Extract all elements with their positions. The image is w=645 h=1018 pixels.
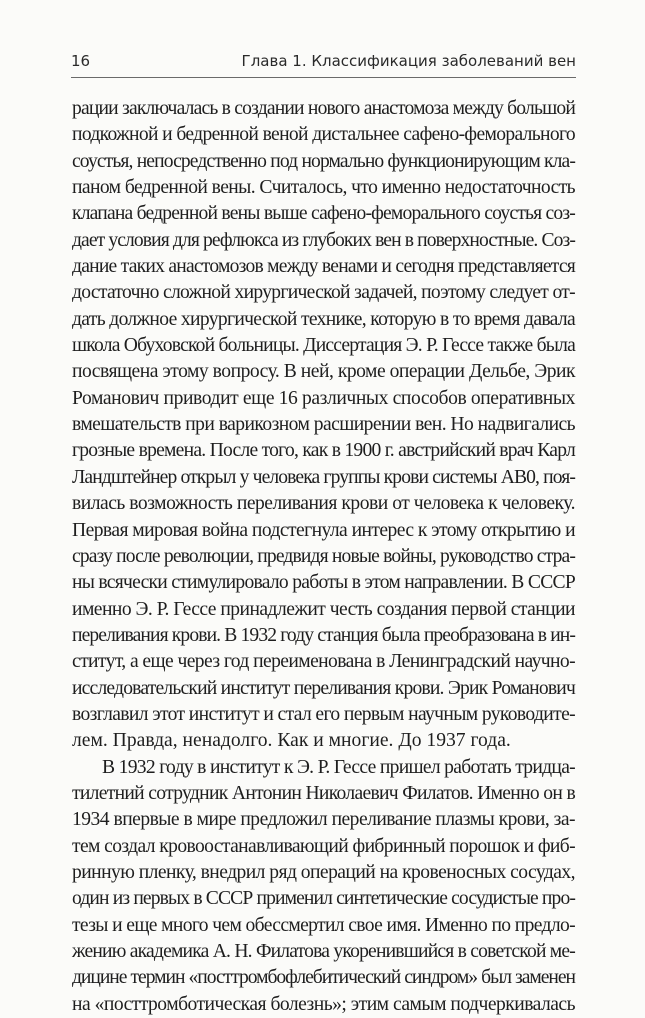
page-number: 16 <box>71 52 91 70</box>
text-line: исследовательский институт переливания крови. Эрик Романович <box>72 677 575 699</box>
chapter-title: Глава 1. Классификация заболеваний вен <box>241 52 576 70</box>
text-line: рации заключалась в создании нового анастомоза между большой <box>72 98 575 119</box>
text-line: возглавил этот институт и стал его первым научным руководите- <box>72 703 575 725</box>
text-line: Романович приводит еще 16 различных способов оперативных <box>72 387 575 409</box>
running-header <box>71 52 576 80</box>
text-line: вилась возможность переливания крови от человека к человеку. <box>72 493 575 515</box>
text-line: вмешательств при варикозном расширении вен. Но надвигались <box>72 414 575 436</box>
text-line: дать должное хирургической технике, которую в то время давала <box>72 308 575 330</box>
text-line: дает условия для рефлюкса из глубоких вен в поверхностные. Соз- <box>72 229 575 251</box>
text-line: дицине термин «посттромбофлебитический синдром» был заменен <box>72 967 575 989</box>
text-line: именно Э. Р. Гессе принадлежит честь создания первой станции <box>72 598 575 620</box>
text-line: Ландштейнер открыл у человека группы крови системы АВ0, поя- <box>72 466 575 488</box>
text-line: тезы и еще много чем обессмертил свое имя. Именно по предло- <box>72 914 575 936</box>
text-line: дание таких анастомозов между венами и сегодня представляется <box>72 256 575 278</box>
text-line: один из первых в СССР применил синтетические сосудистые про- <box>72 888 575 910</box>
text-line: соустья, непосредственно под нормально функционирующим кла- <box>72 150 575 172</box>
text-line: Первая мировая война подстегнула интерес к этому открытию и <box>72 519 575 541</box>
header-rule <box>71 77 576 78</box>
text-line: переливания крови. В 1932 году станция была преобразована в ин- <box>72 624 575 646</box>
body-text <box>72 96 575 1018</box>
text-line: лем. Правда, ненадолго. Как и многие. До 1937 года. <box>72 730 511 752</box>
text-line: сразу после революции, предвидя новые войны, руководство стра- <box>72 545 575 567</box>
text-line: посвящена этому вопросу. В ней, кроме операции Дельбе, Эрик <box>72 361 575 383</box>
text-line: ны всячески стимулировало работы в этом направлении. В СССР <box>72 572 575 594</box>
text-line: ринную пленку, внедрил ряд операций на кровеносных сосудах, <box>72 861 575 883</box>
paragraph-1 <box>72 96 575 755</box>
text-line: клапана бедренной вены выше сафено-феморального соустья соз- <box>72 203 575 225</box>
text-line: В 1932 году в институт к Э. Р. Гессе пришел работать тридца- <box>102 756 575 778</box>
text-line: на «посттромботическая болезнь»; этим самым подчеркивалась <box>72 993 575 1015</box>
text-line: достаточно сложной хирургической задачей, поэтому следует от- <box>72 282 575 304</box>
paragraph-2 <box>72 755 575 1018</box>
text-line: тилетний сотрудник Антонин Николаевич Филатов. Именно он в <box>72 782 575 804</box>
text-line: школа Обуховской больницы. Диссертация Э. Р. Гессе также была <box>72 335 575 357</box>
text-line: жению академика А. Н. Филатова укоренившийся в советской ме- <box>72 941 575 962</box>
text-line: ститут, а еще через год переименована в Ленинградский научно- <box>72 651 575 673</box>
text-line: тем создал кровоостанавливающий фибринный порошок и фиб- <box>72 835 575 857</box>
text-line: подкожной и бедренной веной дистальнее сафено-феморального <box>72 124 575 146</box>
text-line: паном бедренной вены. Считалось, что именно недостаточность <box>72 177 575 199</box>
text-line: грозные времена. После того, как в 1900 г. австрийский врач Карл <box>72 440 575 462</box>
text-line: 1934 впервые в мире предложил переливание плазмы крови, за- <box>72 809 575 831</box>
